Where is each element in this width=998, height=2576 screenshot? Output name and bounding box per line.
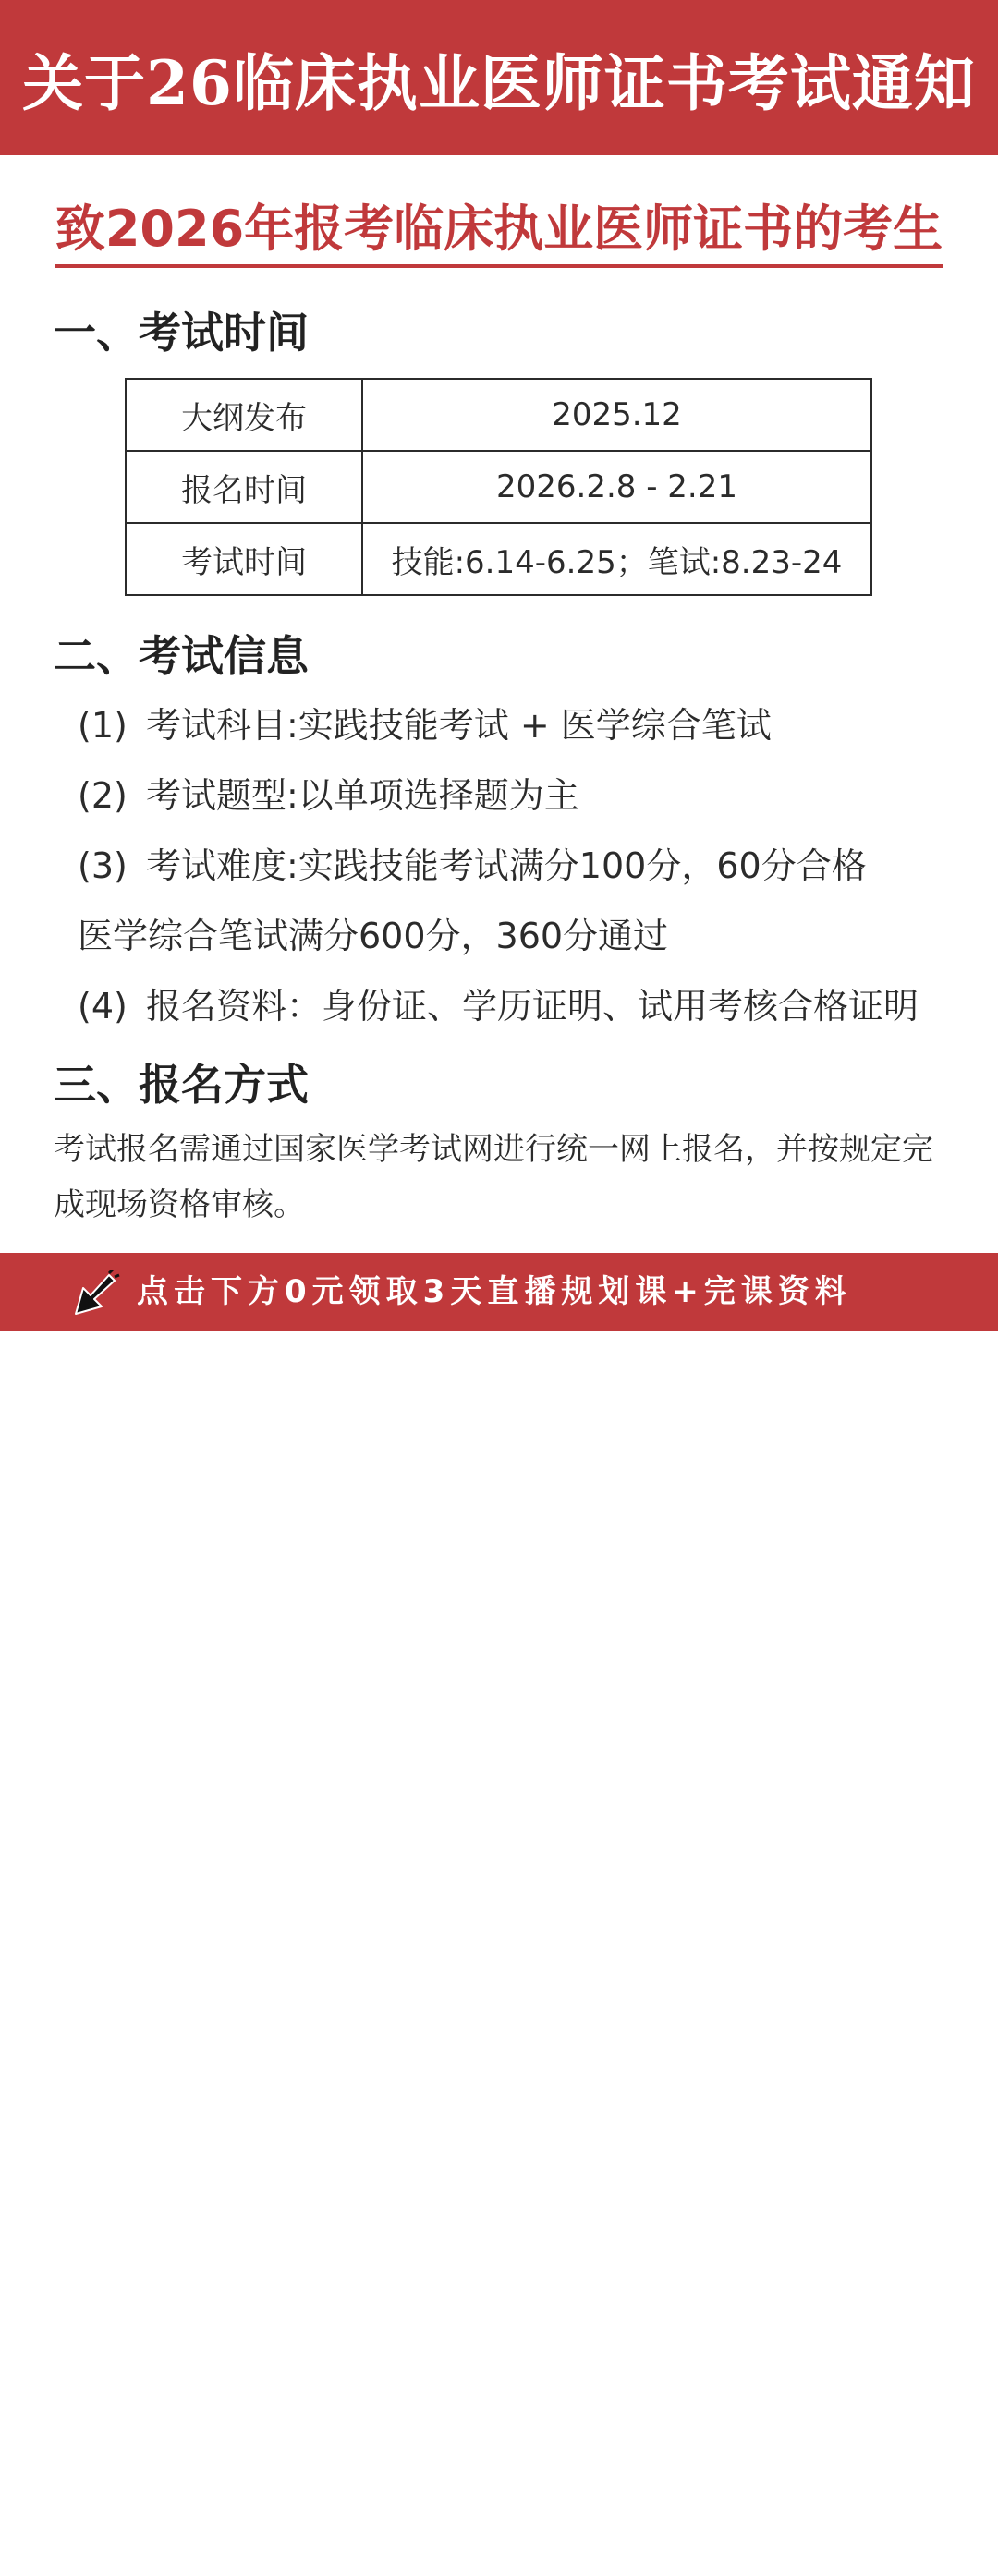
schedule-value: 技能:6.14-6.25；笔试:8.23-24 <box>362 523 871 595</box>
list-item-text: 报名资料：身份证、学历证明、试用考核合格证明 <box>146 986 919 1027</box>
list-item-text: 医学综合笔试满分600分，360分通过 <box>78 916 669 956</box>
footer-cta-banner[interactable] <box>0 1253 998 1331</box>
schedule-label: 报名时间 <box>126 451 362 523</box>
schedule-value: 2025.12 <box>362 379 871 451</box>
subtitle <box>0 196 998 268</box>
schedule-label: 考试时间 <box>126 523 362 595</box>
list-item-text: 考试题型:以单项选择题为主 <box>146 775 579 816</box>
list-item-number: (2) <box>78 775 128 816</box>
cursor-arrow-icon <box>72 1270 120 1318</box>
schedule-table <box>125 378 872 596</box>
schedule-value: 2026.2.8 - 2.21 <box>362 451 871 523</box>
section-heading-schedule: 一、考试时间 <box>54 308 309 358</box>
table-row <box>126 523 871 595</box>
subtitle-text: 致2026年报考临床执业医师证书的考生 <box>55 196 943 268</box>
footer-cta-text[interactable]: 点击下方0元领取3天直播规划课+完课资料 <box>137 1273 852 1310</box>
header-banner <box>0 0 998 155</box>
list-item-number: (1) <box>78 705 128 746</box>
registration-paragraph: 考试报名需通过国家医学考试网进行统一网上报名，并按规定完成现场资格审核。 <box>54 1131 933 1223</box>
list-item-number: (3) <box>78 845 128 886</box>
table-row <box>126 451 871 523</box>
list-item <box>78 983 919 1029</box>
page-title: 关于26临床执业医师证书考试通知 <box>22 46 976 119</box>
section-heading-info: 二、考试信息 <box>54 631 309 681</box>
list-item-text: 考试科目:实践技能考试 + 医学综合笔试 <box>146 705 772 746</box>
watermark-badge <box>955 2556 992 2576</box>
table-row <box>126 379 871 451</box>
list-item <box>78 702 772 748</box>
list-item-number: (4) <box>78 986 128 1027</box>
list-item-text: 考试难度:实践技能考试满分100分，60分合格 <box>146 845 867 886</box>
list-item <box>78 843 867 889</box>
list-item <box>78 772 579 819</box>
schedule-label: 大纲发布 <box>126 379 362 451</box>
section-heading-registration: 三、报名方式 <box>54 1060 309 1110</box>
list-item-continuation <box>78 913 668 959</box>
